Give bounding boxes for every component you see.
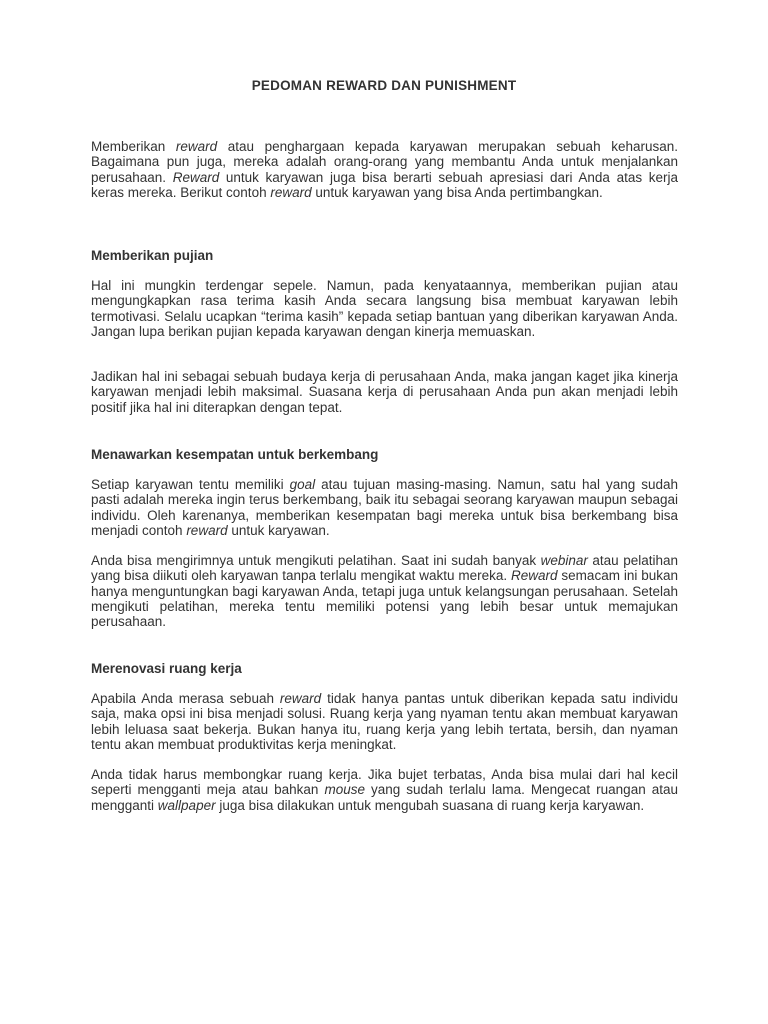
italic-term: webinar bbox=[540, 553, 588, 568]
italic-term: Reward bbox=[172, 169, 220, 185]
paragraph-text: Anda tidak harus membongkar ruang kerja. Jika bujet terbatas, Anda bisa mulai dari hal kecil seperti mengganti meja atau bahkan bbox=[91, 767, 678, 798]
section-heading-berkembang: Menawarkan kesempatan untuk berkembang bbox=[91, 447, 379, 462]
document-title: PEDOMAN REWARD DAN PUNISHMENT bbox=[251, 78, 517, 93]
italic-term: reward bbox=[270, 184, 312, 200]
italic-term: goal bbox=[289, 477, 316, 492]
paragraph-text: Hal ini mungkin terdengar sepele. Namun, pada kenyataannya, memberikan pujian atau mengungkapkan rasa terima kasih Anda secara langsung bisa membuat karyawan lebih termotivasi. Selalu ucapkan “terima kasih” kepada setiap bantuan yang diberikan karyawan Anda. Jangan lupa berikan pujian kepada karyawan dengan kinerja memuaskan. bbox=[91, 278, 678, 339]
paragraph bbox=[91, 477, 678, 538]
paragraph-text: Jadikan hal ini sebagai sebuah budaya kerja di perusahaan Anda, maka jangan kaget jika kinerja karyawan menjadi lebih maksimal. Suasana kerja di perusahaan Anda pun akan menjadi lebih positif jika hal ini diterapkan dengan tepat. bbox=[91, 369, 678, 415]
section-heading-ruang-kerja: Merenovasi ruang kerja bbox=[91, 661, 242, 676]
paragraph-text: atau pelatihan yang bisa diikuti oleh karyawan tanpa terlalu mengikat waktu mereka. bbox=[91, 553, 678, 584]
paragraph bbox=[91, 691, 678, 752]
italic-term: reward bbox=[186, 522, 228, 538]
paragraph-text: Memberikan bbox=[91, 139, 176, 154]
italic-term: mouse bbox=[324, 782, 365, 798]
intro-paragraph bbox=[91, 139, 678, 200]
paragraph-text: juga bisa dilakukan untuk mengubah suasana di ruang kerja karyawan. bbox=[215, 797, 645, 813]
section-heading-pujian: Memberikan pujian bbox=[91, 248, 214, 263]
paragraph-text: tidak hanya pantas untuk diberikan kepada satu individu saja, maka opsi ini bisa menjadi solusi. Ruang kerja yang nyaman tentu akan membuat karyawan lebih leluasa saat bekerja. Bukan hanya itu, ruang kerja yang lebih tertata, bersih, dan nyaman tentu akan membuat produktivitas kerja meningkat. bbox=[91, 691, 678, 752]
paragraph-text: Anda bisa mengirimnya untuk mengikuti pelatihan. Saat ini sudah banyak bbox=[91, 553, 541, 568]
paragraph-text: atau penghargaan kepada karyawan merupakan sebuah keharusan. Bagaimana pun juga, mereka adalah orang-orang yang membantu Anda untuk menjalankan perusahaan. bbox=[91, 139, 678, 185]
italic-term: Reward bbox=[511, 568, 558, 584]
paragraph-text: untuk karyawan. bbox=[227, 522, 330, 538]
paragraph bbox=[91, 553, 678, 629]
italic-term: reward bbox=[175, 139, 218, 154]
paragraph-text: semacam ini bukan hanya menguntungkan bagi karyawan Anda, tetapi juga untuk kelangsungan perusahaan. Setelah mengikuti pelatihan, mereka tentu memiliki potensi yang lebih besar untuk memajukan perusahaan. bbox=[91, 568, 678, 630]
paragraph bbox=[91, 767, 678, 813]
paragraph-text: yang sudah terlalu lama. Mengecat ruangan atau mengganti bbox=[91, 782, 678, 813]
paragraph bbox=[91, 369, 678, 415]
italic-term: reward bbox=[279, 691, 322, 706]
paragraph-text: untuk karyawan juga bisa berarti sebuah apresiasi dari Anda atas kerja keras mereka. Berikut contoh bbox=[91, 169, 678, 200]
paragraph-text: untuk karyawan yang bisa Anda pertimbangkan. bbox=[311, 184, 603, 200]
paragraph-text: Apabila Anda merasa sebuah bbox=[91, 691, 280, 706]
italic-term: wallpaper bbox=[157, 797, 216, 813]
paragraph-text: atau tujuan masing-masing. Namun, satu hal yang sudah pasti adalah mereka ingin terus berkembang, baik itu sebagai seorang karyawan maupun sebagai individu. Oleh karenanya, memberikan kesempatan bagi mereka untuk bisa berkembang bisa menjadi contoh bbox=[91, 477, 678, 538]
paragraph-text: Setiap karyawan tentu memiliki bbox=[91, 477, 290, 492]
paragraph bbox=[91, 278, 678, 339]
